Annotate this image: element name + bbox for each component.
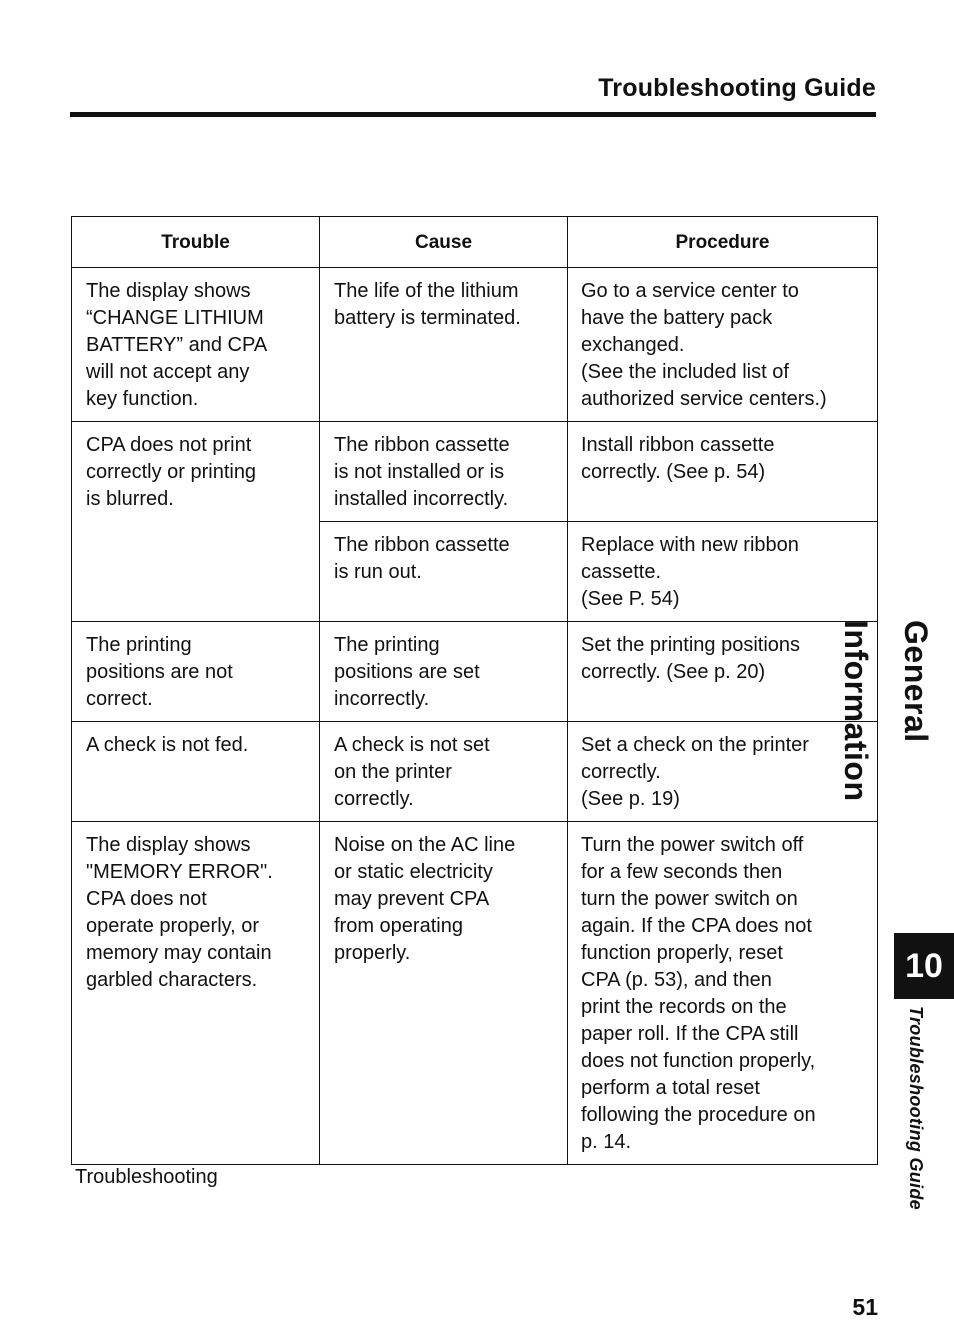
column-header-procedure: Procedure: [568, 217, 878, 268]
chapter-number-badge: 10: [894, 933, 954, 999]
column-header-cause: Cause: [320, 217, 568, 268]
table-header-row: [72, 217, 878, 268]
cause-cell: [320, 268, 568, 422]
column-header-trouble: Trouble: [72, 217, 320, 268]
side-subsection-title: Troubleshooting Guide: [906, 1006, 926, 1210]
page-header-title: Troubleshooting Guide: [598, 74, 876, 102]
trouble-cell: [72, 422, 320, 622]
trouble-text: A check is not fed.: [86, 734, 249, 756]
procedure-cell: [568, 268, 878, 422]
procedure-cell: [568, 422, 878, 522]
side-section-title: General Information: [838, 620, 934, 802]
header-rule: [70, 112, 876, 117]
trouble-cell: [72, 622, 320, 722]
cause-text: The printing positions are set incorrectly.: [334, 634, 480, 710]
cause-text: The ribbon cassette is run out.: [334, 534, 510, 583]
procedure-cell: [568, 522, 878, 622]
procedure-text: Set the printing positions correctly. (See p. 20): [581, 634, 801, 683]
cause-cell: [320, 722, 568, 822]
table-row: [72, 622, 878, 722]
cause-cell: [320, 622, 568, 722]
trouble-cell: [72, 722, 320, 822]
cause-cell: [320, 522, 568, 622]
procedure-text: Set a check on the printer correctly. (See p. 19): [581, 734, 809, 810]
page-number: 51: [852, 1294, 878, 1320]
procedure-text: Turn the power switch off for a few seconds then turn the power switch on again. If the CPA does not function properly, reset CPA (p. 53), and then print the records on the paper roll. If the CPA still does not function properly, perform a total reset following the procedure on p. 14.: [581, 834, 816, 1153]
procedure-text: Go to a service center to have the battery pack exchanged. (See the included list of authorized service centers.): [581, 280, 827, 410]
trouble-text: The printing positions are not correct.: [86, 634, 233, 710]
table-row: [72, 268, 878, 422]
side-section-tab: [838, 620, 946, 930]
procedure-cell: [568, 822, 878, 1165]
cause-text: Noise on the AC line or static electricity may prevent CPA from operating properly.: [334, 834, 516, 964]
table-row: [72, 722, 878, 822]
cause-cell: [320, 422, 568, 522]
procedure-text: Install ribbon cassette correctly. (See p. 54): [581, 434, 775, 483]
trouble-text: The display shows "MEMORY ERROR". CPA does not operate properly, or memory may contain garbled characters.: [86, 834, 273, 991]
cause-text: A check is not set on the printer correctly.: [334, 734, 490, 810]
cause-text: The life of the lithium battery is terminated.: [334, 280, 521, 329]
procedure-text: Replace with new ribbon cassette. (See P. 54): [581, 534, 799, 610]
trouble-text: The display shows “CHANGE LITHIUM BATTERY” and CPA will not accept any key function.: [86, 280, 268, 410]
table-caption: Troubleshooting: [75, 1166, 218, 1188]
trouble-text: CPA does not print correctly or printing is blurred.: [86, 434, 257, 510]
cause-cell: [320, 822, 568, 1165]
cause-text: The ribbon cassette is not installed or is installed incorrectly.: [334, 434, 510, 510]
trouble-cell: [72, 268, 320, 422]
troubleshooting-table: [71, 216, 878, 1165]
trouble-cell: [72, 822, 320, 1165]
table-row: [72, 422, 878, 522]
table-row: [72, 822, 878, 1165]
